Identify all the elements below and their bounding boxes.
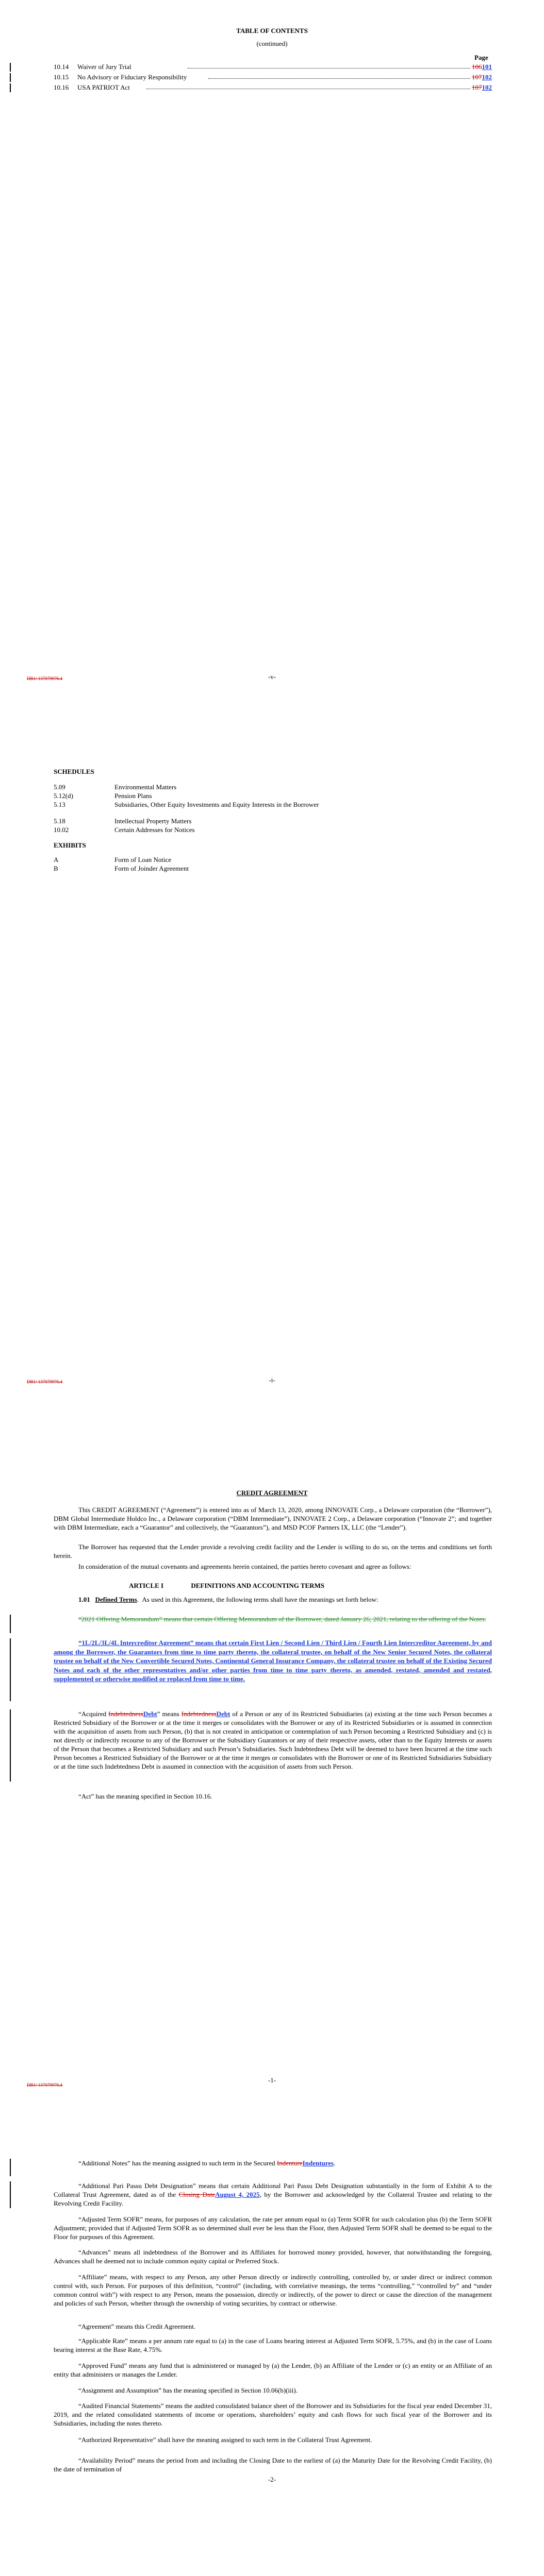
definition-assignment: “Assignment and Assumption” has the meaning specified in Section 10.06(b)(iii). <box>78 2386 298 2394</box>
schedules-page <box>0 703 544 1406</box>
toc-row[interactable] <box>54 83 492 92</box>
deletion: Indenture <box>276 2159 303 2167</box>
deletion: Closing Date <box>178 2191 216 2198</box>
change-bar <box>10 83 11 92</box>
toc-row-title: USA PATRIOT Act <box>77 83 130 91</box>
definition-inserted: “1L/2L/3L/4L Intercreditor Agreement” means that certain First Lien / Second Lien / Third Lien / Fourth Lien Intercreditor Agreement, by and among the Borrower, the Guarantors from time to time party thereto, the collateral trustee, on behalf of the New Senior Secured Notes, the collateral trustee on behalf of the New Convertible Secured Notes, Continental General Insurance Company, the collateral trustee on behalf of the Existing Secured Notes and each of the other representatives and/or other parties from time to time party thereto, as amended, restated, amended and restated, supplemented or otherwise modified or replaced from time to time. <box>54 1639 492 1683</box>
exhibit-title: Form of Loan Notice <box>114 856 172 863</box>
toc-row[interactable] <box>54 63 492 72</box>
schedule-title: Certain Addresses for Notices <box>114 826 195 834</box>
exhibit-letter: A <box>54 856 59 863</box>
definition-applicable-rate: “Applicable Rate” means a per annum rate equal to (a) in the case of Loans bearing interest at Adjusted Term SOFR, 5.75%, and (b) in the case of Loans bearing interest at the Base Rate, 4.75%. <box>54 2337 492 2353</box>
deletion: Indebtedness <box>108 1710 144 1718</box>
change-bar <box>10 2159 11 2176</box>
exhibit-title: Form of Joinder Agreement <box>114 865 189 872</box>
schedule-title: Intellectual Property Matters <box>114 817 192 825</box>
text: “Additional Pari Passu Debt Designation” means that certain Additional Pari Passu Debt Designation substantially in the form of Exhibit A to the Collateral Trust Agreement, dated as of the <box>54 2182 492 2198</box>
article-number: ARTICLE I <box>129 1582 164 1589</box>
exhibits-heading: EXHIBITS <box>54 841 86 849</box>
schedule-number: 5.18 <box>54 817 65 825</box>
definition-approved-fund: “Approved Fund” means any fund that is administered or managed by (a) the Lender, (b) an Affiliate of the Lender or (c) an entity or an Affiliate of an entity that administers or manages the Lender. <box>54 2362 492 2378</box>
toc-old-page: 107 <box>472 83 482 91</box>
definition-affiliate: “Affiliate” means, with respect to any Person, any other Person directly or indirectly controlling, controlled by, or under direct or indirect common control with, such Person. For purposes of this definition, “control” (including, with correlative meanings, the terms “controlling,” “controlled by” and “under common control with”) with respect to any Person, means the possession, directly or indirectly, of the power to direct or cause the direction of the management and policies of such Person, whether through the ownership of voting securities, by contract or otherwise. <box>54 2273 492 2307</box>
section-title: Defined Terms <box>95 1596 137 1603</box>
exhibit-letter: B <box>54 865 58 872</box>
toc-row-page <box>472 63 492 71</box>
doc-id: DB1/ 137079976.4 <box>27 2082 63 2088</box>
definition-audited-financials: “Audited Financial Statements” means the audited consolidated balance sheet of the Borrower and its Subsidiaries for the fiscal year ended December 31, 2019, and the related consolidated statements of income or operations, shareholders’ equity and cash flows for such fiscal year of the Borrower and its Subsidiaries, including the notes thereto. <box>54 2402 492 2427</box>
toc-title: TABLE OF CONTENTS <box>236 27 308 35</box>
change-bar <box>10 1709 11 1782</box>
agreement-page-1 <box>0 1406 544 2110</box>
toc-old-page: 106 <box>472 63 482 71</box>
toc-row[interactable] <box>54 73 492 82</box>
toc-new-page: 102 <box>482 73 492 81</box>
toc-page <box>0 0 544 703</box>
text: . <box>334 2159 336 2167</box>
doc-id: DB1/ 137079976.4 <box>27 1379 63 1384</box>
definition-acquired-debt <box>54 1709 492 1771</box>
toc-row-number: 10.14 <box>54 63 69 71</box>
change-bar <box>10 1615 11 1633</box>
insertion: Indentures <box>302 2159 334 2167</box>
definition-authorized-representative: “Authorized Representative” shall have the meaning assigned to such term in the Collateral Trust Agreement. <box>78 2436 372 2444</box>
article-heading <box>129 1582 324 1590</box>
toc-row-title: No Advisory or Fiduciary Responsibility <box>77 73 187 81</box>
text: of a Person or any of its Restricted Subsidiaries (a) existing at the time such Person becomes a Restricted Subsidiary of the Borrower or at the time it merges or consolidates with the Borrower or any of its Restricted Subsidiaries or is assumed in connection with the acquisition of assets from such Person, (b) that is not created in anticipation or contemplation of such Person becoming a Restricted Subsidiary and (c) is not directly or indirectly recourse to any of the Borrower or the Subsidiary Guarantors or any of their respective assets, other than to the Equity Interests or assets of the Person that becomes a Restricted Subsidiary and such Person’s Subsidiaries. Such Indebtedness Debt will be deemed to have been Incurred at the time such Person becomes a Restricted Subsidiary of the Borrower or at the time it merges or consolidates with the Borrower or one of its Restricted Subsidiaries Subsidiary or at the time such Indebtedness Debt is assumed in connection with the acquisition of assets from such Person. <box>54 1710 492 1770</box>
change-bar <box>10 73 11 82</box>
schedule-number: 5.12(d) <box>54 792 73 800</box>
toc-new-page: 101 <box>482 63 492 71</box>
definition-agreement: “Agreement” means this Credit Agreement. <box>78 2323 196 2330</box>
text: ” means <box>157 1710 182 1718</box>
insertion: Debt <box>216 1710 230 1718</box>
agreement-page-2 <box>0 2110 544 2576</box>
insertion: Debt <box>143 1710 157 1718</box>
schedule-title: Subsidiaries, Other Equity Investments and Equity Interests in the Borrower <box>114 801 319 808</box>
agreement-intro: This CREDIT AGREEMENT (“Agreement”) is entered into as of March 13, 2020, among INNOVATE Corp., a Delaware corporation (the “Borrower”), DBM Global Intermediate Holdco Inc., a Delaware corporation (“DBM Intermediate”), INNOVATE 2 Corp., a Delaware corporation (“Innovate 2”; and together with DBM Intermediate, each a “Guarantor” and collectively, the “Guarantors”), and MSD PCOF Partners IX, LLC (the “Lender”). <box>54 1506 492 1531</box>
article-title: DEFINITIONS AND ACCOUNTING TERMS <box>191 1582 325 1589</box>
toc-continued: (continued) <box>256 40 288 47</box>
definition-pari-passu <box>54 2181 492 2208</box>
toc-leader <box>188 68 470 69</box>
agreement-title: CREDIT AGREEMENT <box>236 1489 308 1497</box>
page-number: -v- <box>268 673 276 681</box>
schedule-number: 5.09 <box>54 783 65 791</box>
toc-row-page <box>472 73 492 81</box>
definition-advances: “Advances” means all indebtedness of the Borrower and its Affiliates for borrowed money provided, however, that notwithstanding the foregoing, Advances shall be deemed not to include common equity capital or Preferred Stock. <box>54 2248 492 2265</box>
toc-row-page <box>472 83 492 92</box>
agreement-recital: The Borrower has requested that the Lender provide a revolving credit facility and the Lender is willing to do so, on the terms and conditions set forth herein. <box>54 1543 492 1560</box>
text: , by the Borrower and acknowledged by the Collateral Trustee and relating to the Revolving Credit Facility. <box>54 2191 492 2207</box>
page-number: -i- <box>269 1376 275 1384</box>
schedule-title: Pension Plans <box>114 792 152 800</box>
definition-deleted: “2021 Offering Memorandum” means that certain Offering Memorandum of the Borrower, dated January 26, 2021, relating to the offering of the Notes. <box>78 1615 487 1623</box>
toc-old-page: 107 <box>472 73 482 81</box>
page-number: -2- <box>268 2476 276 2483</box>
toc-row-title: Waiver of Jury Trial <box>77 63 131 71</box>
agreement-consideration: In consideration of the mutual covenants and agreements herein contained, the parties hereto covenant and agree as follows: <box>78 1563 411 1570</box>
text: “Additional Notes” has the meaning assigned to such term in the Secured <box>78 2159 277 2167</box>
change-bar <box>10 1638 11 1701</box>
definition-adjusted-term-sofr: “Adjusted Term SOFR” means, for purposes of any calculation, the rate per annum equal to (a) Term SOFR for such calculation plus (b) the Term SOFR Adjustment; provided that if Adjusted Term SOFR as so determined shall ever be less than the Floor, then Adjusted Term SOFR shall be deemed to be equal to the Floor for purposes of this Agreement. <box>54 2215 492 2241</box>
toc-leader <box>208 78 470 79</box>
insertion: August 4, 2025 <box>215 2191 260 2198</box>
schedule-title: Environmental Matters <box>114 783 177 791</box>
toc-page-header: Page <box>474 54 488 61</box>
definition-additional-notes <box>54 2159 492 2167</box>
section-1-01: 1.01 Defined Terms. As used in this Agreement, the following terms shall have the meanings set forth below: <box>78 1596 378 1603</box>
definition-availability-period: “Availability Period” means the period from and including the Closing Date to the earliest of (a) the Maturity Date for the Revolving Credit Facility, (b) the date of termination of <box>54 2456 492 2473</box>
toc-row-number: 10.16 <box>54 83 69 91</box>
text: “Acquired <box>78 1710 109 1718</box>
change-bar <box>10 2181 11 2208</box>
section-number: 1.01 <box>78 1596 90 1603</box>
schedule-number: 5.13 <box>54 801 65 808</box>
definition-act: “Act” has the meaning specified in Section 10.16. <box>78 1792 212 1800</box>
section-text: As used in this Agreement, the following terms shall have the meanings set forth below: <box>142 1596 378 1603</box>
toc-row-number: 10.15 <box>54 73 69 81</box>
page-number: -1- <box>268 2076 276 2084</box>
toc-new-page: 102 <box>482 83 492 91</box>
schedule-number: 10.02 <box>54 826 69 834</box>
doc-id: DB1/ 137079976.4 <box>27 676 63 681</box>
change-bar <box>10 63 11 72</box>
deletion: Indebtedness <box>181 1710 217 1718</box>
schedules-heading: SCHEDULES <box>54 768 94 775</box>
